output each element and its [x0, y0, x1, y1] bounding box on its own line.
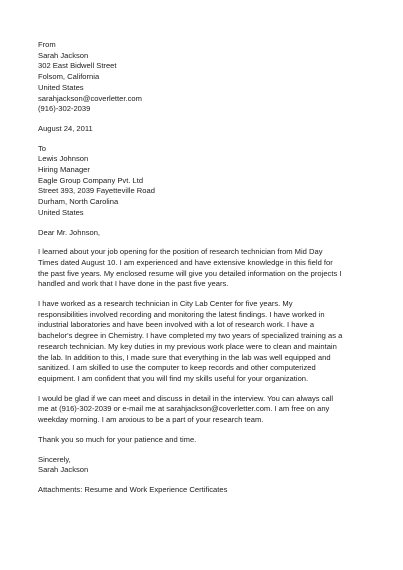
recipient-city: Durham, North Carolina — [38, 197, 119, 207]
recipient-name: Lewis Johnson — [38, 154, 89, 164]
salutation: Dear Mr. Johnson, — [38, 227, 101, 237]
sign-off — [38, 455, 368, 476]
recipient-company: Eagle Group Company Pvt. Ltd — [38, 175, 144, 185]
recipient-title: Hiring Manager — [38, 165, 90, 175]
paragraph-1 — [38, 247, 368, 290]
letter-date: August 24, 2011 — [38, 123, 93, 133]
paragraph-line: equipment. I am confident that you will find my skills useful for your organization. — [38, 373, 309, 383]
sender-name: Sarah Jackson — [38, 50, 89, 60]
sender-email: sarahjackson@coverletter.com — [38, 93, 142, 103]
paragraph-4 — [38, 435, 368, 446]
paragraph-line: bachelor's degree in Chemistry. I have completed my two years of specialized training as a — [38, 331, 343, 341]
recipient-country: United States — [38, 207, 84, 217]
paragraph-2 — [38, 299, 368, 385]
closing: Sincerely, — [38, 454, 71, 464]
sender-city: Folsom, California — [38, 72, 100, 82]
paragraph-line: sanitized. I am skilled to use the computer to keep records and other computerized — [38, 363, 316, 373]
paragraph-line: responsibilities involved recording and monitoring the latest findings. I have worked in — [38, 309, 325, 319]
paragraph-line: weekday morning. I am anxious to be a part of your research team. — [38, 415, 264, 425]
paragraph-line: handled and work that I have done in the past five years. — [38, 279, 229, 289]
sender-address — [38, 40, 368, 115]
cover-letter — [38, 40, 368, 496]
paragraph-line: Thank you so much for your patience and time. — [38, 434, 197, 444]
paragraph-line: the past five years. My enclosed resume will give you detailed information on the projects I — [38, 268, 342, 278]
recipient-address — [38, 144, 368, 219]
paragraph-line: the lab. In addition to this, I made sure that everything in the lab was well equipped and — [38, 352, 331, 362]
sender-phone: (916)-302-2039 — [38, 104, 91, 114]
paragraph-line: I learned about your job opening for the position of research technician from Mid Day — [38, 247, 323, 257]
paragraph-line: I would be glad if we can meet and discuss in detail in the interview. You can always call — [38, 393, 334, 403]
recipient-street: Street 393, 2039 Fayetteville Road — [38, 186, 155, 196]
to-label: To — [38, 143, 47, 153]
from-label: From — [38, 40, 56, 49]
sender-street: 302 East Bidwell Street — [38, 61, 117, 71]
attachments-note: Attachments: Resume and Work Experience Certificates — [38, 484, 228, 494]
signature-name: Sarah Jackson — [38, 465, 89, 475]
paragraph-3 — [38, 394, 368, 426]
paragraph-line: I have worked as a research technician in City Lab Center for five years. My — [38, 299, 293, 309]
paragraph-line: Times dated August 10. I am experienced and have extensive knowledge in this field for — [38, 257, 333, 267]
sender-country: United States — [38, 82, 84, 92]
paragraph-line: me at (916)-302-2039 or e-mail me at sarahjackson@coverletter.com. I am free on any — [38, 404, 330, 414]
paragraph-line: industrial laboratories and have been involved with a lot of research work. I have a — [38, 320, 315, 330]
paragraph-line: research technician. My key duties in my previous work place were to clean and maintain — [38, 341, 337, 351]
